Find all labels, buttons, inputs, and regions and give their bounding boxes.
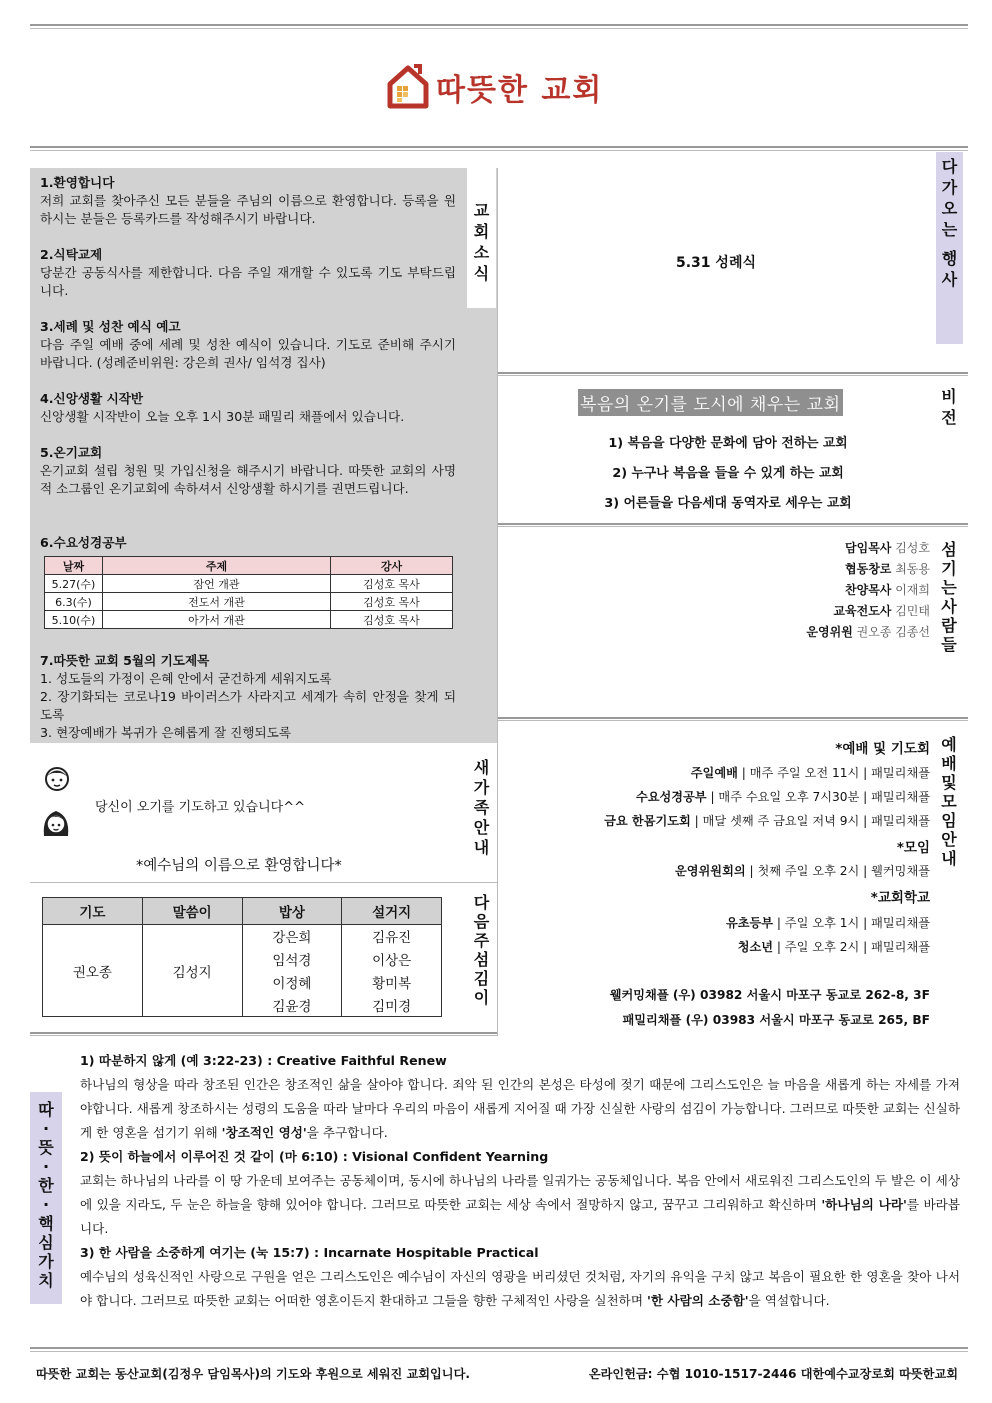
servants-table (42, 897, 442, 1017)
staff-list (806, 538, 930, 643)
house-icon (386, 62, 432, 112)
worship-row: 수요성경공부 | 매주 수요일 오후 7시30분 | 패밀리채플 (635, 790, 930, 804)
study-schedule-table (44, 556, 453, 629)
column-divider (497, 168, 498, 1036)
prayer-servant: 권오종 (43, 925, 143, 1017)
word-servant: 김성지 (142, 925, 242, 1017)
table-header: 주제 (103, 557, 331, 575)
notice-7: 7.따뜻한 교회 5월의 기도제목 1. 성도들의 가정이 은혜 안에서 굳건하게 세워지도록 2. 장기화되는 코로나19 바이러스가 사라지고 세계가 속히 안정을 찾게 되도록 3. 현장예배가 복귀가 은혜롭게 잘 진행되도록 (40, 653, 456, 740)
section-rule (497, 372, 968, 376)
notice-1: 1.환영합니다 저희 교회를 찾아주신 모든 분들을 주님의 이름으로 환영합니다. 등록을 원하시는 분들은 등록카드를 작성해주시기 바랍니다. (40, 175, 456, 226)
section-rule (497, 523, 968, 527)
event-text: 5.31 성례식 (676, 255, 756, 271)
footer-sponsor: 따뜻한 교회는 동산교회(김정우 담임목사)의 기도와 후원으로 세워진 교회입니다. (36, 1367, 470, 1381)
core-value-3: 3) 한 사람을 소중하게 여기는 (눅 15:7) : Incarnate Hospitable Practical 예수님의 성육신적인 사랑으로 구원을 얻은 그리스도인은 예수님이 자신의 영광을 버리셨던 것처럼, 자기의 유익을 구치 않고 복음이 필요한 한 영혼을 찾아 나서야 합니다. 그러므로 따뜻한 교회는 어떠한 영혼이든지 환대하고 그들을 향한 구체적인 사랑을 실천하며 '한 사람의 소중함'을 역설합니다. (80, 1245, 960, 1308)
top-rule (30, 24, 968, 29)
core-value-2: 2) 뜻이 하늘에서 이루어진 것 같이 (마 6:10) : Visional Confident Yearning 교회는 하나님의 나라를 이 땅 가운데 보여주는 공동체이며, 동시에 하나님의 나라를 일궈가는 공동체입니다. 복음 안에서 새로워진 그리스도인의 두 발은 이 세상에 있을 지라도, 두 눈은 하늘을 향해 있어야 합니다. 그러므로 따뜻한 교회는 세상 속에서 절망하지 않고, 꿈꾸고 그리워하고 확신하며 '하나님의 나라'를 바라봅니다. (80, 1149, 960, 1236)
events-side-title: 다 가 오 는 행 사 (941, 157, 958, 289)
notice-2: 2.식탁교제 당분간 공동식사를 제한합니다. 다음 주일 재개할 수 있도록 기도 부탁드립니다. (40, 247, 456, 298)
worship-side-title: 예 배 및 모 임 안 내 (941, 735, 957, 868)
people-side-title: 섬 기 는 사 람 들 (941, 540, 957, 654)
prayer-item: 1. 성도들의 가정이 은혜 안에서 굳건하게 세워지도록 (40, 671, 332, 686)
woman-icon (40, 806, 72, 845)
section-rule (497, 717, 968, 721)
worship-section-title: *교회학교 (870, 890, 930, 906)
vision-headline: 복음의 온기를 도시에 채우는 교회 (578, 389, 843, 416)
worship-row: 주일예배 | 매주 주일 오전 11시 | 패밀리채플 (690, 766, 930, 780)
vision-item: 2) 누구나 복음을 들을 수 있게 하는 교회 (612, 466, 844, 481)
church-logo (386, 60, 626, 114)
table-row: 권오종 김성지 강은희 김유진 (43, 925, 442, 948)
header-rule (30, 146, 968, 151)
worship-row: 운영위원회의 | 첫째 주일 오후 2시 | 웰커밍채플 (674, 864, 930, 878)
man-icon (42, 764, 72, 801)
core-value-1: 1) 따분하지 않게 (예 3:22-23) : Creative Faithful Renew 하나님의 형상을 따라 창조된 인간은 창조적인 삶을 살아야 합니다. 죄악 된 인간의 본성은 타성에 젖기 때문에 그리스도인은 늘 마음을 새롭게 하는 자세를 가져야합니다. 새롭게 창조하시는 성령의 도움을 따라 날마다 우리의 마음이 새롭게 지어질 때 가장 신실한 사랑의 섬김이 가능합니다. 그러므로 따뜻한 교회는 신실하게 한 영혼을 섬기기 위해 '창조적인 영성'을 추구합니다. (80, 1053, 960, 1140)
newfamily-side-title: 새 가 족 안 내 (473, 758, 490, 857)
notice-6: 6.수요성경공부 (40, 535, 127, 550)
table-header: 강사 (331, 557, 453, 575)
vision-item: 1) 복음을 다양한 문화에 담아 전하는 교회 (608, 436, 848, 451)
table-row: 임석경 이상은 (43, 948, 442, 971)
table-header: 기도 (43, 898, 143, 925)
staff-row: 교육전도사 김민태 (833, 604, 930, 618)
worship-row: 금요 한몸기도회 | 매달 셋째 주 금요일 저녁 9시 | 패밀리채플 (604, 814, 930, 828)
worship-section-title: *예배 및 기도회 (835, 741, 930, 757)
table-row: 김윤경 김미경 (43, 994, 442, 1017)
footer-offering: 온라인헌금: 수협 1010-1517-2446 대한예수교장로회 따뜻한교회 (588, 1367, 958, 1381)
servants-side-title: 다 음 주 섬 김 이 (473, 893, 490, 1007)
worship-row: 유초등부 | 주일 오후 1시 | 패밀리채플 (725, 916, 930, 930)
notice-3: 3.세례 및 성찬 예식 예고 다음 주일 예배 중에 세례 및 성찬 예식이 있습니다. 기도로 준비해 주시기 바랍니다. (성례준비위원: 강은희 권사/ 임석경 집사) (40, 319, 456, 370)
table-header: 날짜 (45, 557, 103, 575)
address-family: 패밀리채플 (우) 03983 서울시 마포구 동교로 265, BF (622, 1013, 930, 1027)
worship-row: 청소년 | 주일 오후 2시 | 패밀리채플 (737, 940, 930, 954)
church-name: 따뜻한 교회 (436, 73, 604, 108)
newfamily-welcome: *예수님의 이름으로 환영합니다* (136, 858, 342, 874)
table-row: 5.27(수) 잠언 개관 김성호 목사 (45, 575, 453, 593)
section-rule (30, 1032, 497, 1036)
worship-section-title: *모임 (896, 840, 930, 856)
table-row: 6.3(수) 전도서 개관 김성호 목사 (45, 593, 453, 611)
notices-side-title: 교 회 소 식 (473, 201, 490, 283)
table-header: 밥상 (242, 898, 342, 925)
prayer-item: 2. 장기화되는 코로나19 바이러스가 사라지고 세계가 속히 안정을 찾게 되도록 (40, 689, 456, 722)
vision-item: 3) 어른들을 다음세대 동역자로 세우는 교회 (604, 496, 852, 511)
staff-row: 운영위원 권오종 김종선 (806, 625, 930, 639)
staff-row: 협동창로 최동용 (845, 562, 930, 576)
staff-row: 담임목사 김성호 (845, 541, 930, 555)
newfamily-message: 당신이 오기를 기도하고 있습니다^^ (95, 800, 305, 815)
table-header: 말씀이 (142, 898, 242, 925)
table-row: 5.10(수) 아가서 개관 김성호 목사 (45, 611, 453, 629)
core-side-title: 따 · 뜻 · 한 · 핵 심 가 치 (38, 1100, 54, 1290)
footer-rule (30, 1347, 968, 1352)
staff-row: 찬양목사 이재희 (845, 583, 930, 597)
address-welcoming: 웰커밍채플 (우) 03982 서울시 마포구 동교로 262-8, 3F (609, 988, 930, 1002)
table-header: 설거지 (342, 898, 442, 925)
notice-5: 5.온기교회 온기교회 설립 청원 및 가입신청을 해주시기 바랍니다. 따뜻한 교회의 사명적 소그룹인 온기교회에 속하셔서 신앙생활 하시기를 권면드립니다. (40, 445, 456, 496)
table-row: 이정혜 황미복 (43, 971, 442, 994)
prayer-item: 3. 현장예배가 복귀가 은혜롭게 잘 진행되도록 (40, 725, 292, 740)
notice-4: 4.신앙생활 시작반 신앙생활 시작반이 오늘 오후 1시 30분 패밀리 채플에서 있습니다. (40, 391, 405, 424)
vision-side-title: 비 전 (941, 387, 957, 427)
